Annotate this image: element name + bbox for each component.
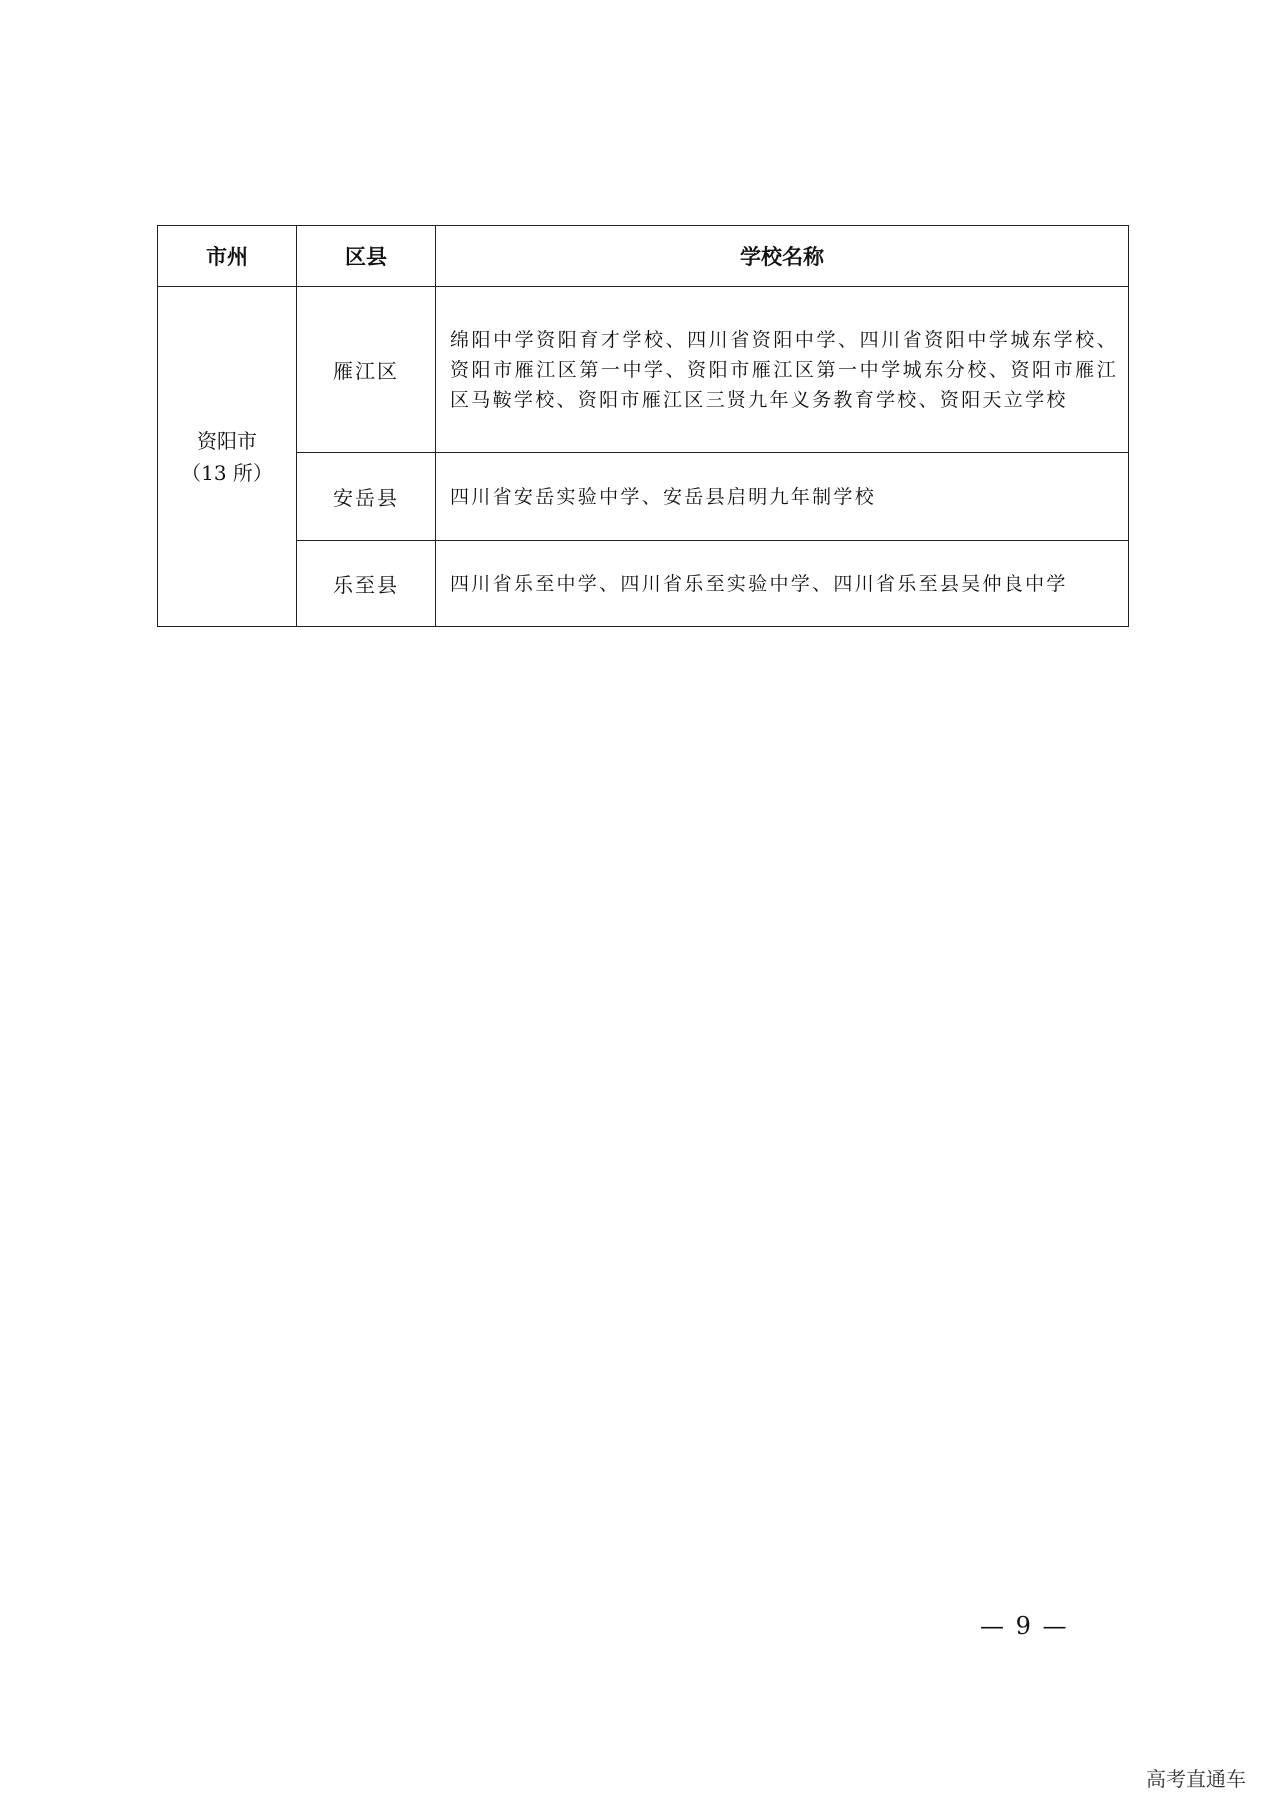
table-header-row: [158, 226, 1129, 287]
table-row: [158, 287, 1129, 453]
district-cell: 雁江区: [297, 287, 436, 453]
city-name: 资阳市: [197, 428, 257, 453]
header-school-name: 学校名称: [436, 226, 1129, 287]
district-cell: 乐至县: [297, 541, 436, 627]
schools-cell: 四川省乐至中学、四川省乐至实验中学、四川省乐至县吴仲良中学: [436, 541, 1129, 627]
header-district: 区县: [297, 226, 436, 287]
city-cell: [158, 287, 297, 627]
schools-cell: 绵阳中学资阳育才学校、四川省资阳中学、四川省资阳中学城东学校、资阳市雁江区第一中学、资阳市雁江区第一中学城东分校、资阳市雁江区马鞍学校、资阳市雁江区三贤九年义务教育学校、资阳天立学校: [436, 287, 1129, 453]
schools-table: [157, 225, 1129, 627]
header-city: 市州: [158, 226, 297, 287]
table-row: [158, 453, 1129, 541]
schools-cell: 四川省安岳实验中学、安岳县启明九年制学校: [436, 453, 1129, 541]
district-cell: 安岳县: [297, 453, 436, 541]
page-number: — 9 —: [980, 1612, 1069, 1640]
city-school-count: （13 所）: [181, 460, 273, 485]
watermark: 高考直通车: [1146, 1767, 1246, 1791]
table-row: [158, 541, 1129, 627]
